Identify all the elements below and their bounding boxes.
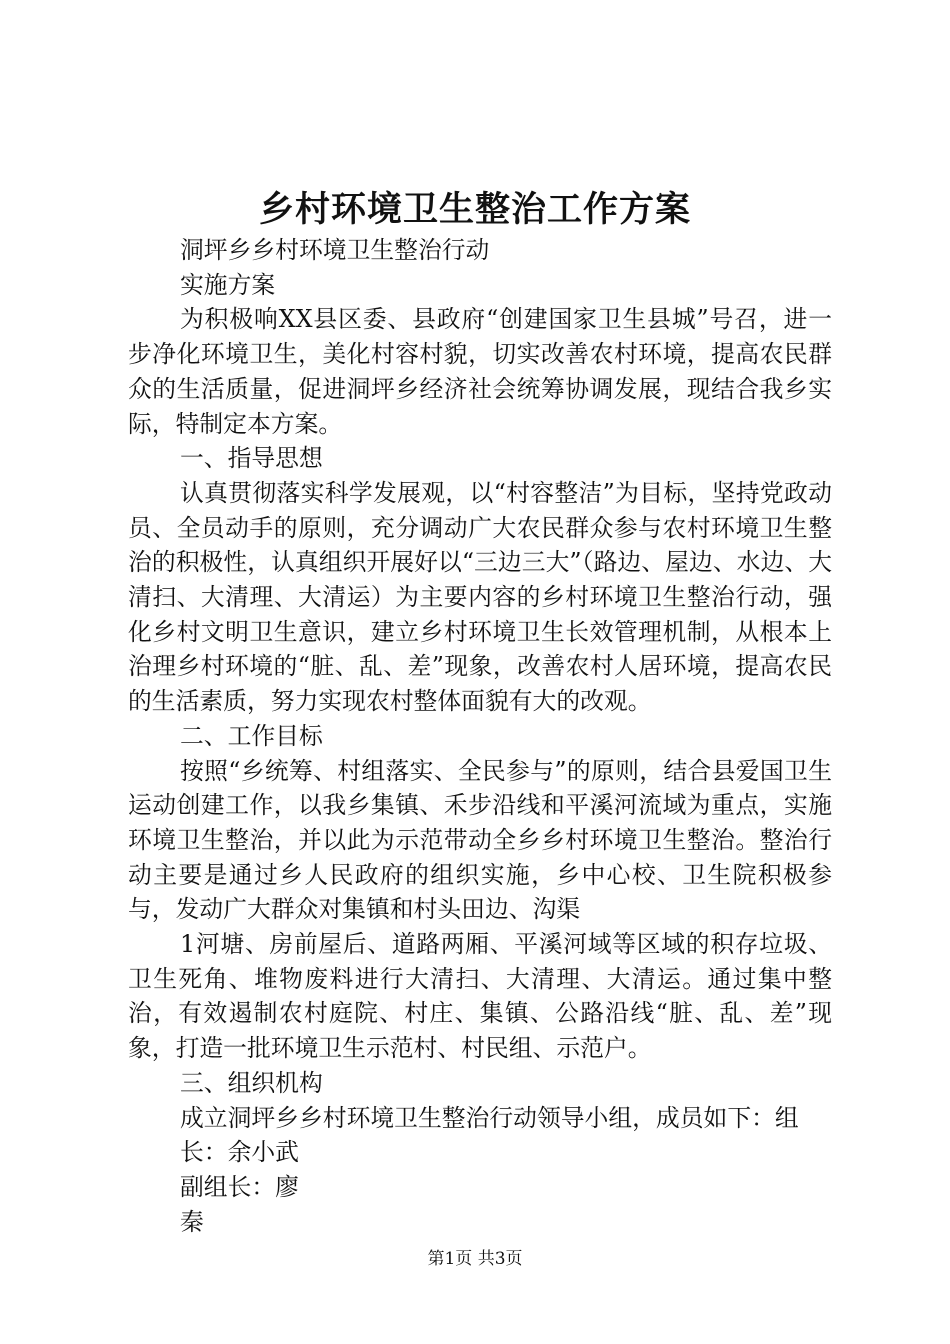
paragraph-subtitle-1: 洞坪乡乡村环境卫生整治行动 xyxy=(180,236,490,264)
section-heading-2: 二、工作目标 xyxy=(180,721,323,750)
document-title: 乡村环境卫生整治工作方案 xyxy=(258,189,691,230)
document-body xyxy=(128,233,832,1239)
member-leader: 长：余小武 xyxy=(180,1138,299,1167)
section-heading-1: 一、指导思想 xyxy=(180,444,323,473)
paragraph-subtitle-2: 实施方案 xyxy=(180,270,276,299)
paragraph-guiding-thought: 认真贯彻落实科学发展观，以“村容整洁”为目标，坚持党政动员、全员动手的原则，充分调动广大农民群众参与农村环境卫生整治的积极性，认真组织开展好以“三边三大”（路边、屋边、水边、大清扫、大清理、大清运）为主要内容的乡村环境卫生整治行动，强化乡村文明卫生意识，建立乡村环境卫生长效管理机制，从根本上治理乡村环境的“脏、乱、差”现象，改善农村人居环境，提高农民的生活素质，努力实现农村整体面貌有大的改观。 xyxy=(128,478,832,716)
paragraph-intro: 为积极响XX县区委、县政府“创建国家卫生县城”号召，进一步净化环境卫生，美化村容村貌，切实改善农村环境，提高农民群众的生活质量，促进洞坪乡经济社会统筹协调发展，现结合我乡实际，特制定本方案。 xyxy=(128,305,832,438)
member-deputy: 副组长：廖 xyxy=(180,1172,299,1201)
paragraph-work-goal: 按照“乡统筹、村组落实、全民参与”的原则，结合县爱国卫生运动创建工作，以我乡集镇、禾步沿线和平溪河流域为重点，实施环境卫生整治，并以此为示范带动全乡乡村环境卫生整治。整治行动主要是通过乡人民政府的组织实施，乡中心校、卫生院积极参与，发动广大群众对集镇和村头田边、沟渠 xyxy=(128,756,832,924)
paragraph-organization: 成立洞坪乡乡村环境卫生整治行动领导小组，成员如下：组 xyxy=(180,1103,799,1132)
paragraph-work-goal-continued: 1河塘、房前屋后、道路两厢、平溪河域等区域的积存垃圾、卫生死角、堆物废料进行大清扫、大清理、大清运。通过集中整治，有效遏制农村庭院、村庄、集镇、公路沿线“脏、乱、差”现象，打造一批环境卫生示范村、村民组、示范户。 xyxy=(128,930,832,1063)
section-heading-3: 三、组织机构 xyxy=(180,1068,323,1097)
member-other: 秦 xyxy=(180,1207,204,1236)
page-footer: 第1页 共3页 xyxy=(427,1249,523,1269)
